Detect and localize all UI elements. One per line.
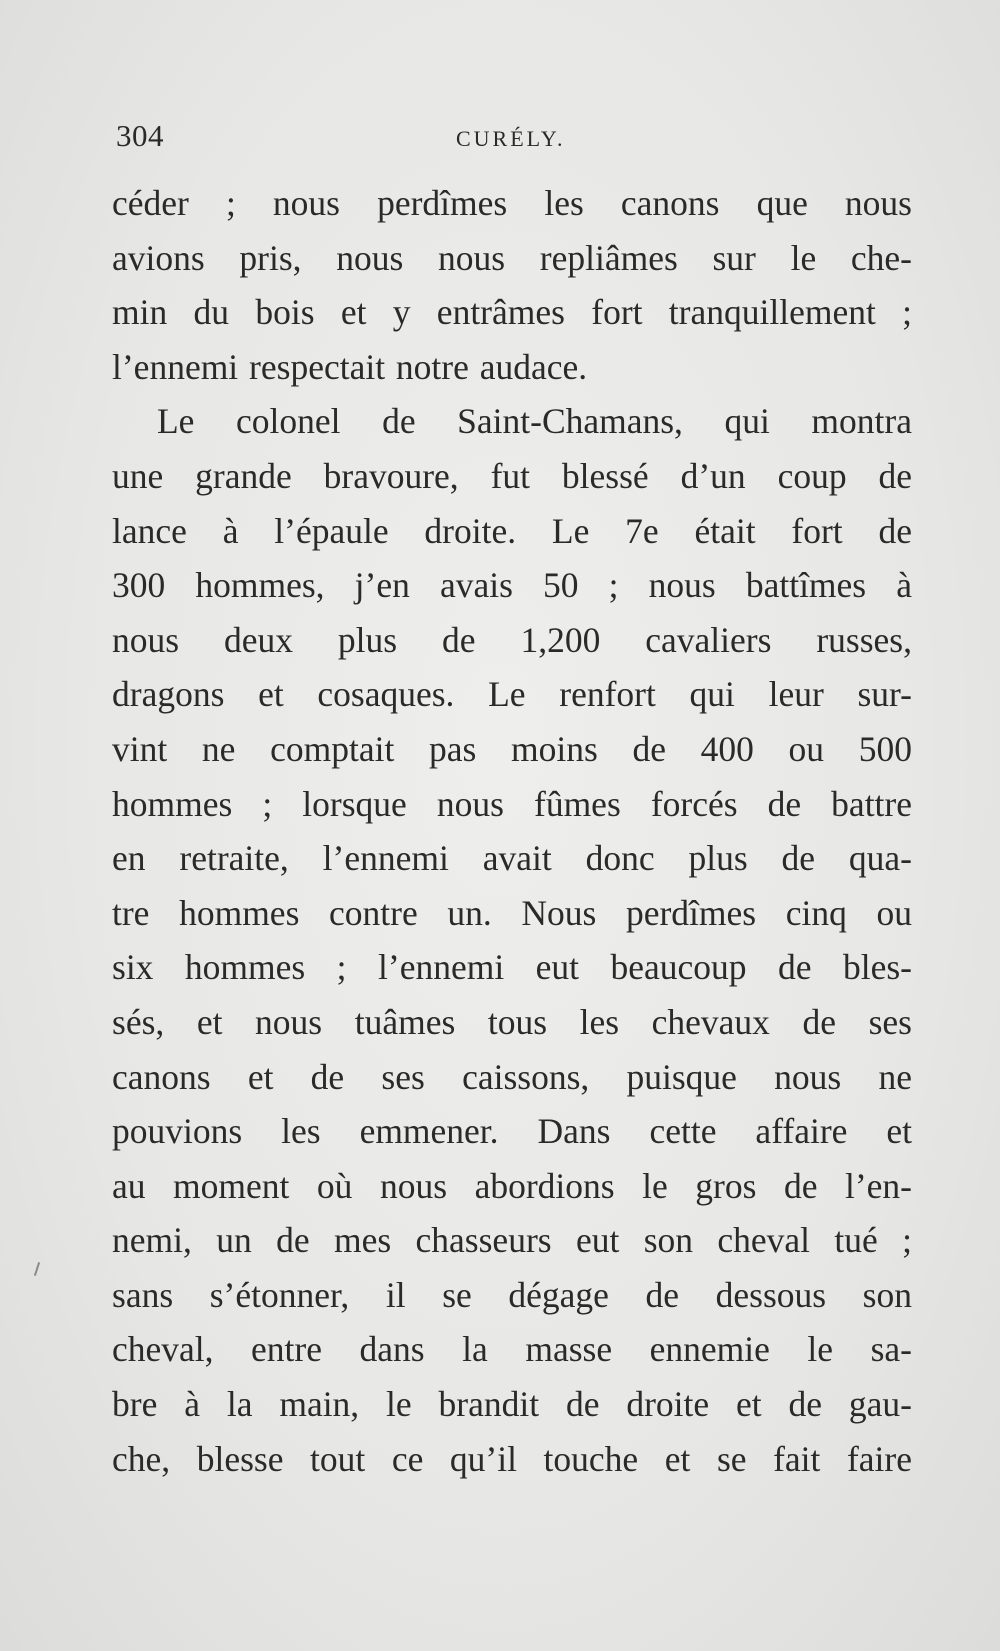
text-line: dragons et cosaques. Le renfort qui leur sur- — [112, 674, 912, 715]
page-header — [116, 118, 916, 158]
text-line: Le colonel de Saint-Chamans, qui montra — [157, 401, 912, 442]
text-line: cheval, entre dans la masse ennemie le sa- — [112, 1329, 912, 1370]
text-line: pouvions les emmener. Dans cette affaire et — [112, 1111, 912, 1152]
text-line: une grande bravoure, fut blessé d’un coup de — [112, 455, 912, 496]
text-line: en retraite, l’ennemi avait donc plus de qua- — [112, 838, 912, 879]
text-line: hommes ; lorsque nous fûmes forcés de battre — [112, 783, 912, 824]
running-head: CURÉLY. — [456, 126, 566, 151]
text-line: céder ; nous perdîmes les canons que nous — [112, 183, 912, 223]
text-line: che, blesse tout ce qu’il touche et se fait faire — [112, 1438, 912, 1479]
text-line: canons et de ses caissons, puisque nous ne — [112, 1056, 912, 1097]
text-line: vint ne comptait pas moins de 400 ou 500 — [112, 728, 912, 769]
text-line: avions pris, nous nous repliâmes sur le che- — [112, 237, 912, 278]
text-line: nous deux plus de 1,200 cavaliers russes, — [112, 619, 912, 660]
text-line: lance à l’épaule droite. Le 7e était fort de — [112, 510, 912, 551]
text-line: tre hommes contre un. Nous perdîmes cinq ou — [112, 892, 912, 933]
text-line: 300 hommes, j’en avais 50 ; nous battîmes à — [112, 565, 912, 606]
text-line: sans s’étonner, il se dégage de dessous son — [112, 1274, 912, 1315]
text-line: au moment où nous abordions le gros de l’en- — [112, 1165, 912, 1206]
text-line: nemi, un de mes chasseurs eut son cheval tué ; — [112, 1220, 912, 1261]
text-line: six hommes ; l’ennemi eut beaucoup de bles- — [112, 947, 912, 988]
text-line: min du bois et y entrâmes fort tranquillement ; — [112, 292, 912, 333]
margin-mark — [34, 1262, 40, 1276]
text-line: l’ennemi respectait notre audace. — [112, 346, 588, 387]
text-line: bre à la main, le brandit de droite et de gau- — [112, 1384, 912, 1425]
body-text — [112, 176, 912, 1486]
page-number: 304 — [116, 118, 164, 153]
text-line: sés, et nous tuâmes tous les chevaux de ses — [112, 1001, 912, 1042]
